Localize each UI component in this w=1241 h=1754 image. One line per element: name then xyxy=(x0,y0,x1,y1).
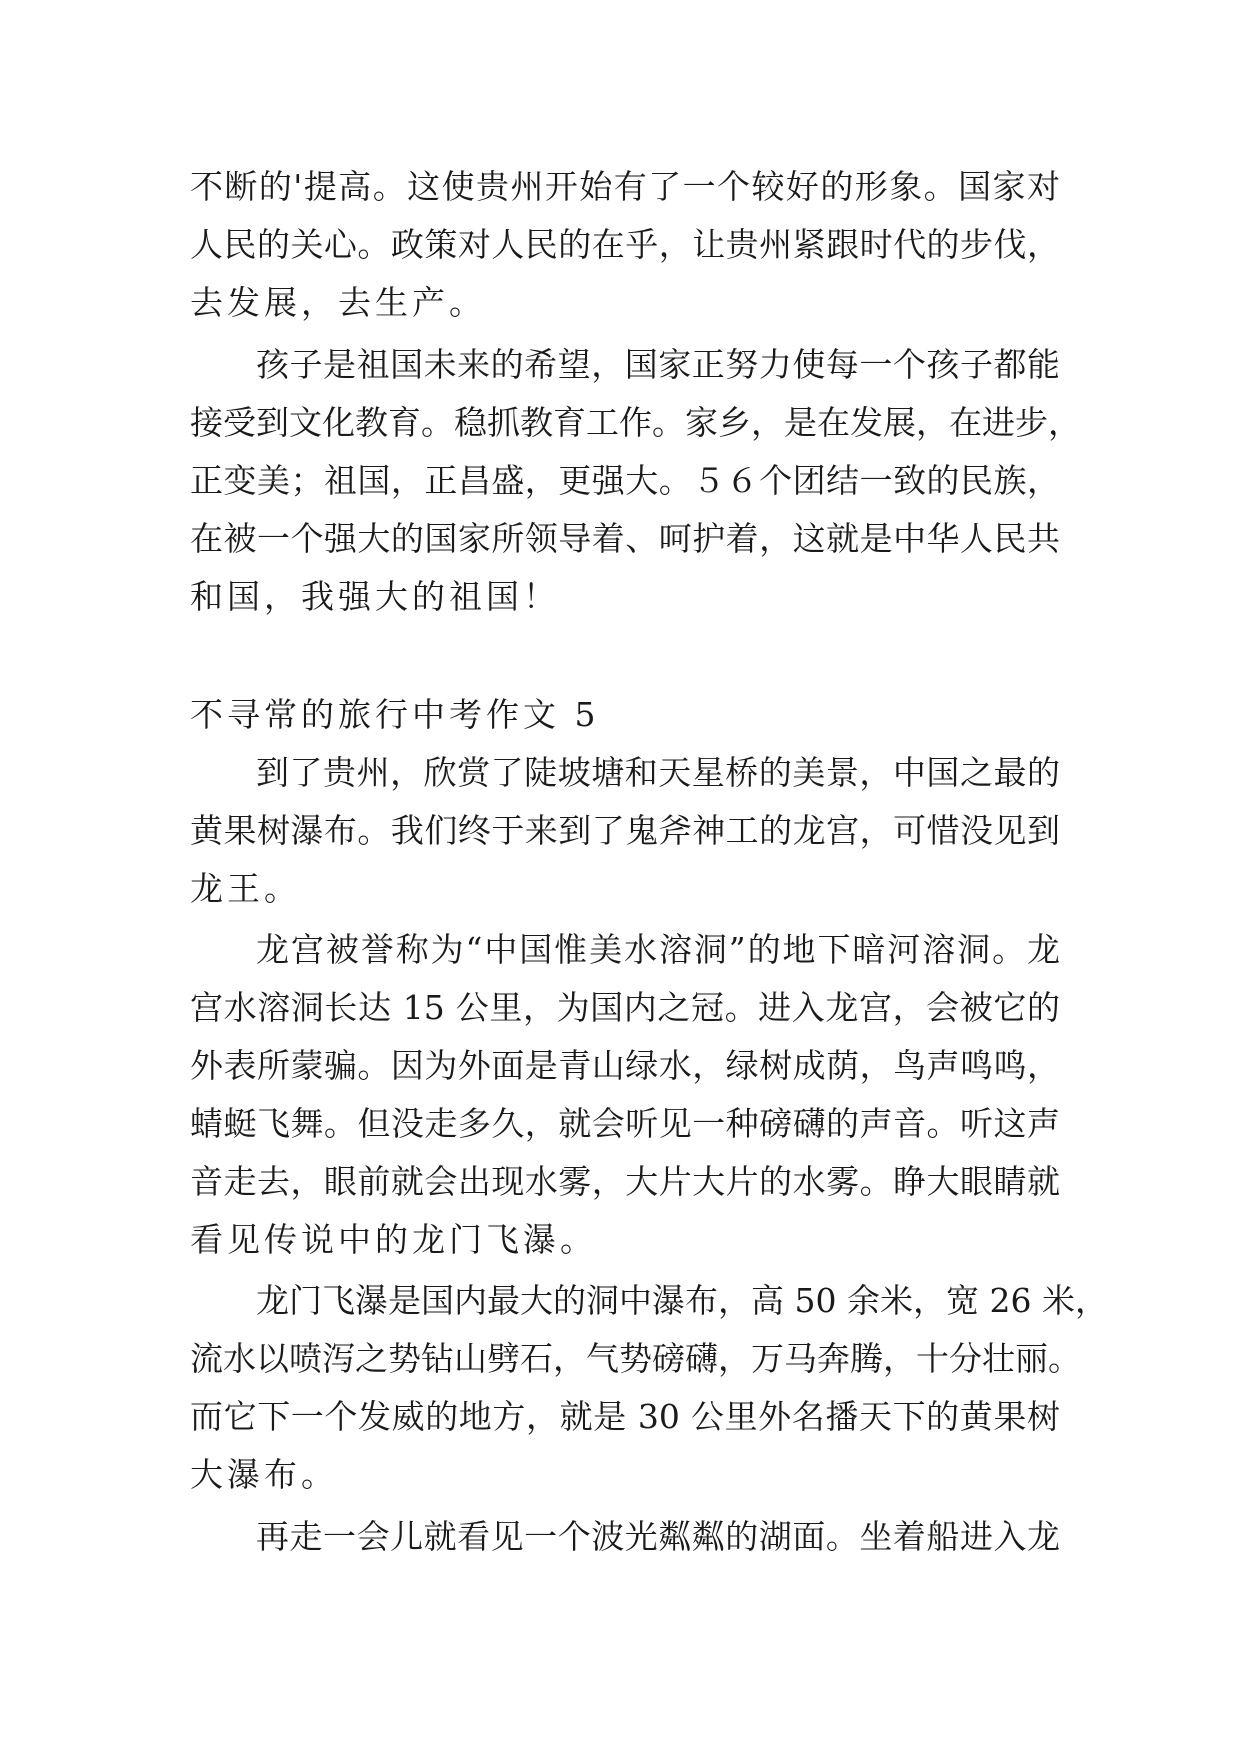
text-line: 孩子是祖国未来的希望，国家正努力使每一个孩子都能 xyxy=(256,345,1060,384)
text-line: 音走去，眼前就会出现水雾，大片大片的水雾。睁大眼睛就 xyxy=(190,1162,1060,1201)
text-line: 龙宫被誉称为“中国惟美水溶洞”的地下暗河溶洞。龙 xyxy=(256,930,1060,969)
text-line: 黄果树瀑布。我们终于来到了鬼斧神工的龙宫，可惜没见到 xyxy=(190,811,1060,850)
text-line: 大瀑布。 xyxy=(190,1455,338,1494)
text-line: 龙王。 xyxy=(190,869,301,908)
text-line: 去发展，去生产。 xyxy=(190,283,486,322)
text-line: 看见传说中的龙门飞瀑。 xyxy=(190,1220,597,1259)
section-title: 不寻常的旅行中考作文 5 xyxy=(190,695,600,734)
text-line: 而它下一个发威的地方，就是 30 公里外名播天下的黄果树 xyxy=(190,1397,1060,1436)
text-line: 不断的'提高。这使贵州开始有了一个较好的形象。国家对 xyxy=(190,167,1060,206)
text-line: 外表所蒙骗。因为外面是青山绿水，绿树成荫，鸟声鸣鸣， xyxy=(190,1046,1060,1085)
text-line: 和国，我强大的祖国！ xyxy=(190,577,560,616)
text-line: 人民的关心。政策对人民的在乎，让贵州紧跟时代的步伐， xyxy=(190,225,1060,264)
text-line: 在被一个强大的国家所领导着、呵护着，这就是中华人民共 xyxy=(190,519,1060,558)
text-line: 接受到文化教育。稳抓教育工作。家乡，是在发展，在进步， xyxy=(190,403,1081,442)
text-line: 宫水溶洞长达 15 公里，为国内之冠。进入龙宫，会被它的 xyxy=(190,988,1060,1027)
text-line: 流水以喷泻之势钻山劈石，气势磅礴，万马奔腾，十分壮丽。 xyxy=(190,1339,1081,1378)
text-line: 正变美；祖国，正昌盛，更强大。５６个团结一致的民族， xyxy=(190,461,1060,500)
text-line: 再走一会儿就看见一个波光粼粼的湖面。坐着船进入龙 xyxy=(256,1517,1060,1556)
text-line: 蜻蜓飞舞。但没走多久，就会听见一种磅礴的声音。听这声 xyxy=(190,1104,1060,1143)
text-line: 龙门飞瀑是国内最大的洞中瀑布，高 50 余米，宽 26 米， xyxy=(256,1281,1108,1320)
text-line: 到了贵州，欣赏了陡坡塘和天星桥的美景，中国之最的 xyxy=(256,753,1060,792)
